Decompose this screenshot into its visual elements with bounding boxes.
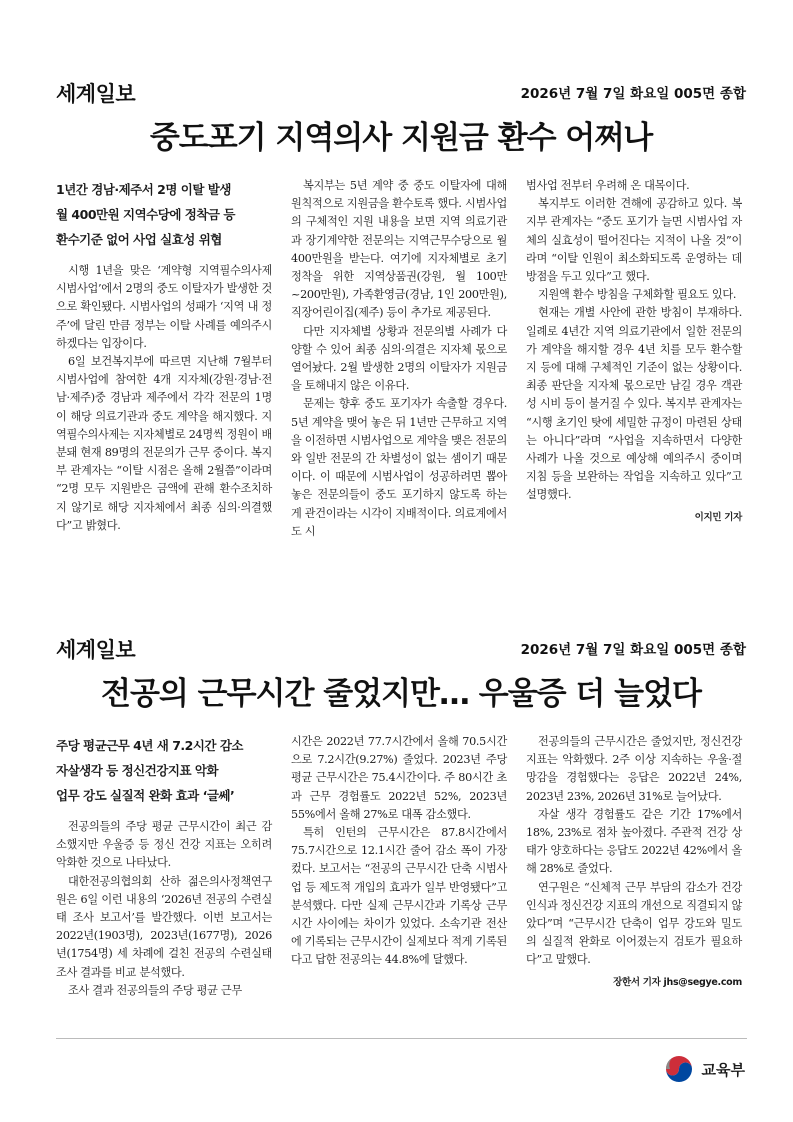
column-2 xyxy=(291,177,507,541)
taegeuk-emblem-icon xyxy=(662,1052,696,1086)
paragraph: 전공의들의 주당 평균 근무시간이 최근 감소했지만 우울증 등 정신 건강 지표는 오히려 악화한 것으로 나타났다. xyxy=(56,820,272,870)
column-1 xyxy=(56,177,272,535)
column-2 xyxy=(291,733,507,970)
column-3 xyxy=(526,177,742,527)
newspaper-masthead: 세계일보 xyxy=(56,638,136,662)
article-1 xyxy=(56,78,746,538)
paragraph: 현재는 개별 사안에 관한 방침이 부재하다. 일례로 4년간 지역 의료기관에서 일한 전문의가 계약을 해지할 경우 4년 치를 모두 환수할지 등에 대해 구체적인 기준이 없는 상황이다. 최종 판단을 지자체 몫으로만 남길 경우 객관성 시비 등이 불거질 수 있다. 복지부 관계자는 “시행 초기인 탓에 세밀한 규정이 마련된 상태는 아니다”라며 “사업을 지속하면서 다양한 사례가 나올 것으로 예상해 예의주시 중이며 지침 등을 보완하는 작업을 지속하고 있다”고 설명했다. xyxy=(526,306,742,502)
subhead-line: 환수기준 없어 사업 실효성 위협 xyxy=(56,232,222,247)
paragraph: 연구원은 “신체적 근무 부담의 감소가 건강 인식과 정신건강 지표의 개선으로 직결되지 않았다”며 “근무시간 단축이 업무 강도와 밀도의 실질적 완화로 이어졌는지 검토가 필요하다”고 말했다. xyxy=(526,880,742,967)
subhead-line: 1년간 경남·제주서 2명 이탈 발생 xyxy=(56,182,231,197)
ministry-logo xyxy=(662,1052,745,1086)
subhead-line: 월 400만원 지역수당에 정착금 등 xyxy=(56,207,235,222)
article-2 xyxy=(56,634,746,997)
dateline: 2026년 7월 7일 화요일 005면 종합 xyxy=(520,642,746,658)
byline: 이지민 기자 xyxy=(694,511,742,523)
subhead-line: 자살생각 등 정신건강지표 악화 xyxy=(56,763,219,778)
column-3 xyxy=(526,733,742,992)
newspaper-masthead: 세계일보 xyxy=(56,82,136,106)
article-header xyxy=(56,78,746,106)
dateline: 2026년 7월 7일 화요일 005면 종합 xyxy=(520,86,746,102)
headline: 전공의 근무시간 줄었지만… 우울증 더 늘었다 xyxy=(101,676,701,712)
subhead-line: 주당 평균근무 4년 새 7.2시간 감소 xyxy=(56,738,244,753)
footer-divider xyxy=(56,1038,747,1039)
paragraph: 문제는 향후 중도 포기자가 속출할 경우다. 5년 계약을 맺어 놓은 뒤 1년만 근무하고 지역을 이전하면 시범사업으로 계약을 맺은 전문의와 일반 전문의 간 차별성이 없는 셈이기 때문이다. 이 때문에 시범사업이 성공하려면 뽑아놓은 전문의들이 중도 포기하지 않도록 하는 게 관건이라는 시각이 지배적이다. 의료계에서도 시 xyxy=(291,397,507,538)
paragraph: 복지부도 이러한 견해에 공감하고 있다. 복지부 관계자는 “중도 포기가 늘면 시범사업 자체의 실효성이 떨어진다는 지적이 나올 것”이라며 “이탈 인원이 최소화되도록 운영하는 데 방점을 두고 있다”고 했다. xyxy=(526,197,742,284)
article-header xyxy=(56,634,746,662)
paragraph: 지원액 환수 방침을 구체화할 필요도 있다. xyxy=(538,288,737,302)
subheadline xyxy=(56,733,272,808)
subheadline xyxy=(56,177,272,252)
paragraph: 자살 생각 경험률도 같은 기간 17%에서 18%, 23%로 점차 높아졌다. 주관적 건강 상태가 양호하다는 응답도 2022년 42%에서 올해 28%로 줄었다. xyxy=(526,807,742,876)
paragraph: 전공의들의 근무시간은 줄었지만, 정신건강 지표는 악화했다. 2주 이상 지속하는 우울·절망감을 경험했다는 응답은 2022년 24%, 2023년 23%, 2026년 31%로 늘어났다. xyxy=(526,735,742,803)
paragraph: 대한전공의협의회 산하 젊은의사정책연구원은 6일 이런 내용의 ‘2026년 전공의 수련실태 조사 보고서’를 발간했다. 이번 보고서는 2022년(1903명), 2023년(1677명), 2026년(1754명) 세 차례에 걸친 전공의 수련실태조사 결과를 비교 분석했다. xyxy=(56,874,272,979)
paragraph: 범사업 전부터 우려해 온 대목이다. xyxy=(526,179,690,192)
paragraph: 시행 1년을 맞은 ‘계약형 지역필수의사제 시범사업’에서 2명의 중도 이탈자가 발생한 것으로 확인됐다. 시범사업의 성패가 ‘지역 내 정주’에 달린 만큼 정부는 이탈 사례를 예의주시하겠다는 입장이다. xyxy=(56,264,272,350)
paragraph: 다만 지자체별 상황과 전문의별 사례가 다양할 수 있어 최종 심의·의결은 지자체 몫으로 열어놨다. 2월 발생한 2명의 이탈자가 지원금을 토해내지 않은 이유다. xyxy=(291,324,507,393)
headline: 중도포기 지역의사 지원금 환수 어쩌나 xyxy=(149,120,653,156)
paragraph: 조사 결과 전공의들의 주당 평균 근무 xyxy=(68,983,242,997)
paragraph: 시간은 2022년 77.7시간에서 올해 70.5시간으로 7.2시간(9.27%) 줄었다. 2023년 주당 평균 근무시간은 75.4시간이다. 주 80시간 초과 근무 경험률도 2022년 52%, 2023년 55%에서 올해 27%로 대폭 감소했다. xyxy=(291,735,507,821)
paragraph: 복지부는 5년 계약 중 중도 이탈자에 대해 원칙적으로 지원금을 환수토록 했다. 시범사업의 구체적인 지원 내용을 보면 지역 의료기관과 장기계약한 전문의는 지역근무수당으로 월 400만원을 받는다. 여기에 지자체별로 초기 정착을 위한 지역상품권(강원, 월 100만~200만원), 가족환영금(경남, 1인 200만원), 직장어린이집(제주) 등이 추가로 제공된다. xyxy=(291,179,507,320)
subhead-line: 업무 강도 실질적 완화 효과 ‘글쎄’ xyxy=(56,788,235,803)
column-1 xyxy=(56,733,272,1000)
paragraph: 6일 보건복지부에 따르면 지난해 7월부터 시범사업에 참여한 4개 지자체(강원·경남·전남·제주)중 경남과 제주에서 각각 전문의 1명이 해당 의료기관과 중도 계약을 해지했다. 지역필수의사제는 지자체별로 24명씩 정원이 배분돼 현재 89명의 전문의가 근무 중이다. 복지부 관계자는 “이탈 시점은 올해 2월쯤”이라며 “2명 모두 지원받은 금액에 관해 환수조치하지 않기로 해당 지자체에서 최종 심의·의결했다”고 밝혔다. xyxy=(56,355,272,532)
paragraph: 특히 인턴의 근무시간은 87.8시간에서 75.7시간으로 12.1시간 줄어 감소 폭이 가장 컸다. 보고서는 “전공의 근무시간 단축 시범사업 등 제도적 개입의 효과가 일부 반영됐다”고 분석했다. 다만 실제 근무시간과 기록상 근무시간 사이에는 차이가 있었다. 소속기관 전산에 기록되는 근무시간이 실제보다 적게 기록된다고 답한 전공의는 44.8%에 달했다. xyxy=(291,826,507,967)
logo-text: 교육부 xyxy=(701,1060,745,1079)
byline: 장한서 기자 jhs@segye.com xyxy=(613,976,742,988)
